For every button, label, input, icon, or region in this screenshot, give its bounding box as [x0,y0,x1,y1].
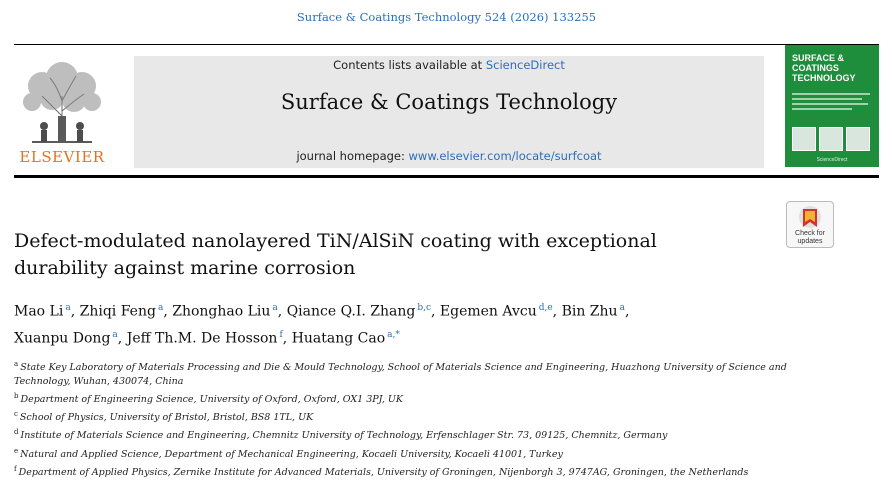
affiliation-continuation: Technology, Wuhan, 430074, China [14,376,184,388]
author-name[interactable]: Zhiqi Feng [79,303,156,320]
cover-figures [792,127,872,151]
cover-line [792,103,868,105]
affiliation-text: Department of Applied Physics, Zernike Institute for Advanced Materials, University of Groningen, Nijenborgh 3, 9747AG, Groningen, the Netherlands [18,466,749,478]
elsevier-tree-icon [12,56,112,144]
author-name[interactable]: Xuanpu Dong [14,330,111,347]
author-affiliation-marker[interactable]: a [619,303,625,313]
author-affiliation-marker[interactable]: d,e [538,303,553,313]
journal-banner [134,56,764,168]
contents-prefix: Contents lists available at [333,58,486,72]
cover-title-line: COATINGS [792,63,839,73]
author-separator: , [552,303,562,320]
article-title-line: Defect-modulated nanolayered TiN/AlSiN coating with exceptional [14,230,657,252]
author-list [14,297,754,350]
author-separator: , [163,303,173,320]
author-name[interactable]: Egemen Avcu [439,303,537,320]
header-top-rule [14,44,879,45]
affiliation-item [14,389,764,407]
cover-figure [819,127,843,151]
article-title [14,228,754,282]
affiliation-mark: a [14,360,19,368]
affiliation-mark: c [14,410,18,419]
affiliation-mark: b [14,392,19,401]
affiliation-text: Natural and Applied Science, Department of Mechanical Engineering, Kocaeli University, Kocaeli 41001, Turkey [20,448,563,460]
author-affiliation-marker[interactable]: a,* [387,329,400,340]
author-affiliation-marker[interactable]: f [279,329,283,340]
author-separator: , [277,303,287,320]
author-separator: , [117,330,127,347]
affiliation-list [14,357,787,480]
affiliation-mark: e [14,446,19,455]
affiliation-text: Institute of Materials Science and Engineering, Chemnitz University of Technology, Erfenschlager Str. 73, 09125, Chemnitz, Germany [20,430,668,442]
author-separator: , [431,303,440,320]
author-name[interactable]: Qiance Q.I. Zhang [286,303,416,320]
author-name[interactable]: Zhonghao Liu [172,303,271,320]
cover-title-line: SURFACE & [792,53,845,63]
author-line [14,297,754,324]
author-line [14,324,754,351]
author-affiliation-marker[interactable]: a [157,303,164,313]
affiliation-item [14,444,764,462]
elsevier-logo[interactable] [12,56,112,166]
affiliation-mark: d [14,428,19,437]
cover-figure [846,127,870,151]
homepage-prefix: journal homepage: [296,149,409,163]
journal-homepage-link[interactable]: www.elsevier.com/locate/surfcoat [408,149,602,163]
affiliation-item [14,425,764,443]
author-separator: , [624,303,630,320]
affiliation-mark: f [14,464,17,473]
author-separator: , [70,303,80,320]
author-affiliation-marker[interactable]: b,c [417,303,431,313]
journal-cover-thumbnail[interactable] [785,45,879,167]
affiliation-text: State Key Laboratory of Materials Processing and Die & Mould Technology, School of Materials Science and Engineering, Huazhong University of Science and [20,362,787,374]
journal-title: Surface & Coatings Technology [280,90,618,114]
cover-publisher: ScienceDirect [816,157,848,163]
author-affiliation-marker[interactable]: a [65,303,71,313]
cover-line [792,98,862,100]
citation-link[interactable]: Surface & Coatings Technology 524 (2026) 133255 [296,10,597,24]
cover-figure [792,127,816,151]
author-affiliation-marker[interactable]: a [272,303,278,313]
crossmark-label-line: Check for [795,230,825,237]
cover-line [792,108,852,110]
author-name[interactable]: Huatang Cao [291,330,386,347]
author-affiliation-marker[interactable]: a [112,329,118,340]
crossmark-icon [787,203,833,231]
cover-text-lines [792,93,870,113]
affiliation-item [14,462,764,480]
author-name[interactable]: Jeff Th.M. De Hosson [126,330,278,347]
affiliation-item [14,357,787,375]
cover-title-line: TECHNOLOGY [792,73,856,83]
affiliation-text: Department of Engineering Science, University of Oxford, Oxford, OX1 3PJ, UK [20,394,404,406]
elsevier-wordmark: ELSEVIER [19,148,105,166]
affiliation-text: School of Physics, University of Bristol, Bristol, BS8 1TL, UK [19,412,314,424]
journal-citation[interactable] [0,10,893,24]
author-name[interactable]: Mao Li [14,303,64,320]
contents-lists-line [134,58,764,72]
crossmark-label [787,230,833,246]
journal-homepage-line [134,149,764,163]
article-title-line: durability against marine corrosion [14,257,356,279]
check-for-updates-badge[interactable] [786,201,834,248]
sciencedirect-link[interactable]: ScienceDirect [485,58,565,72]
crossmark-label-line: updates [797,238,823,245]
author-name[interactable]: Bin Zhu [561,303,618,320]
affiliation-item [14,407,764,425]
cover-title [792,53,874,83]
cover-line [792,93,870,95]
author-separator: , [282,330,292,347]
header-bottom-rule [14,175,879,178]
